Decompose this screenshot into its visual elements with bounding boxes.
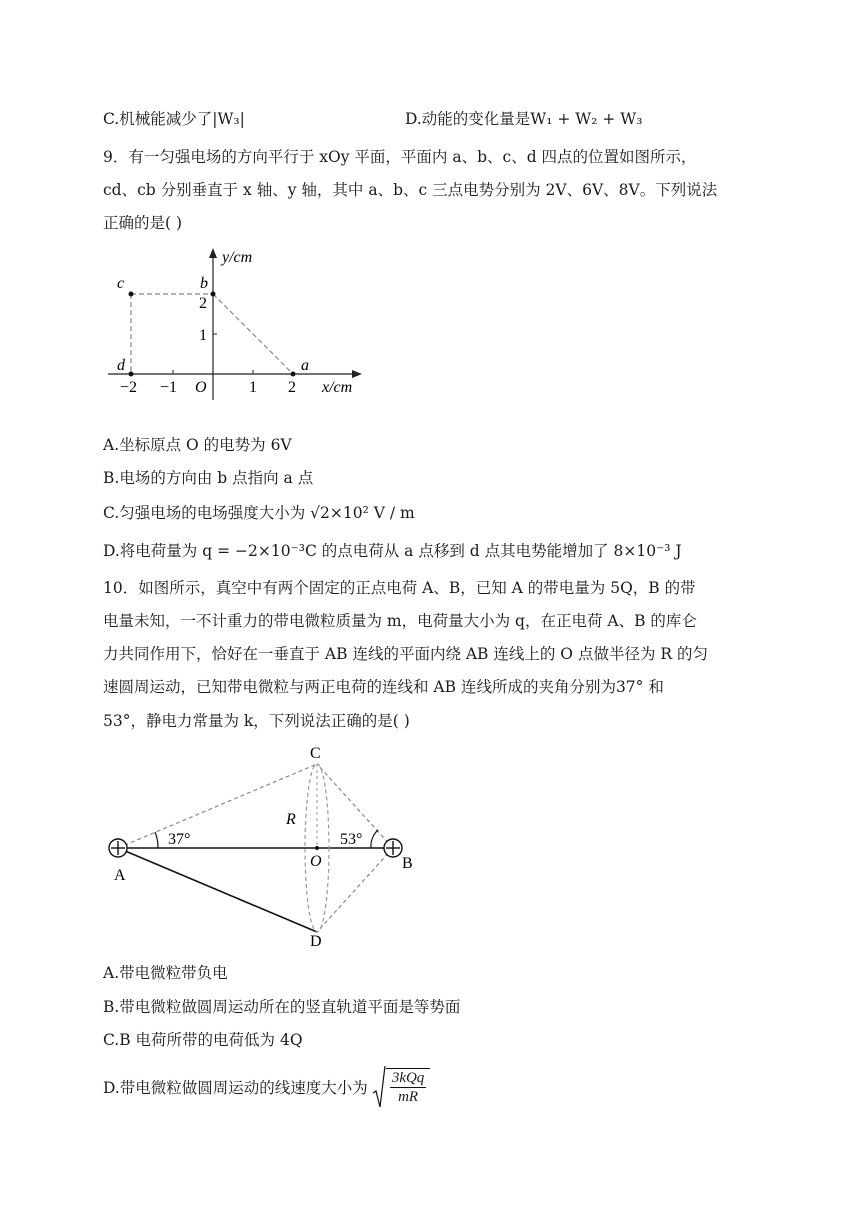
angle-arc-a bbox=[155, 832, 158, 848]
tick-neg1: −1 bbox=[160, 379, 178, 396]
line-bd bbox=[317, 848, 393, 932]
angle-label-a: 37° bbox=[168, 831, 191, 848]
point-d bbox=[129, 372, 134, 377]
label-b: B bbox=[402, 855, 413, 872]
point-c bbox=[129, 292, 134, 297]
q10-stem-line-2: 电量未知，一不计重力的带电微粒质量为 m，电荷量大小为 q，在正电荷 A、B 的库仑 bbox=[103, 612, 697, 630]
q10-stem-line-5: 53°，静电力常量为 k，下列说法正确的是( ) bbox=[103, 712, 410, 730]
point-b bbox=[211, 292, 216, 297]
tick-neg2: −2 bbox=[120, 379, 138, 396]
label-c: C bbox=[310, 745, 321, 762]
fraction-numerator: 3kQq bbox=[391, 1070, 425, 1086]
x-axis-arrow bbox=[352, 370, 362, 378]
point-a bbox=[291, 372, 296, 377]
fraction bbox=[386, 1068, 431, 1106]
angle-arc-b bbox=[371, 830, 378, 848]
q10-charges-figure bbox=[100, 742, 430, 952]
q9-stem-line-1: 9．有一匀强电场的方向平行于 xOy 平面，平面内 a、b、c、d 四点的位置如图所示， bbox=[103, 148, 697, 166]
q10-stem-line-1: 10．如图所示，真空中有两个固定的正点电荷 A、B，已知 A 的带电量为 5Q，B 的带 bbox=[103, 579, 696, 597]
y-axis-label: y/cm bbox=[222, 249, 253, 266]
label-d: d bbox=[117, 357, 125, 374]
q9-stem-line-3: 正确的是( ) bbox=[103, 214, 183, 232]
tick-1: 1 bbox=[249, 379, 257, 396]
q9-option-a: A.坐标原点 O 的电势为 6V bbox=[103, 436, 292, 454]
q10-option-c: C.B 电荷所带的电荷低为 4Q bbox=[103, 1031, 303, 1049]
sqrt-sign bbox=[372, 1065, 386, 1109]
q10-option-d-text: D.带电微粒做圆周运动的线速度大小为 bbox=[103, 1079, 368, 1097]
label-c: c bbox=[117, 275, 125, 292]
x-axis-label: x/cm bbox=[322, 379, 353, 396]
q9-option-b: B.电场的方向由 b 点指向 a 点 bbox=[103, 469, 314, 487]
angle-label-b: 53° bbox=[340, 831, 363, 848]
line-ad bbox=[118, 848, 317, 932]
q9-option-d: D.将电荷量为 q = −2×10⁻³C 的点电荷从 a 点移到 d 点其电势能增加了 8×10⁻³ J bbox=[103, 542, 682, 560]
charge-a bbox=[109, 839, 127, 857]
q10-option-d bbox=[103, 1062, 430, 1112]
label-a: a bbox=[301, 357, 309, 374]
sqrt-expression bbox=[372, 1065, 431, 1109]
label-a: A bbox=[114, 867, 126, 884]
q10-stem-line-3: 力共同作用下，恰好在一垂直于 AB 连线的平面内绕 AB 连线上的 O 点做半径为 R 的匀 bbox=[103, 645, 708, 663]
label-d: D bbox=[310, 933, 322, 950]
q10-option-a: A.带电微粒带负电 bbox=[103, 964, 228, 982]
line-ac bbox=[118, 764, 317, 848]
point-o bbox=[315, 846, 319, 850]
line-ba bbox=[213, 294, 293, 374]
q9-coordinate-figure bbox=[100, 240, 370, 400]
tick-2: 2 bbox=[288, 379, 296, 396]
label-r: R bbox=[286, 811, 296, 828]
label-b: b bbox=[200, 275, 208, 292]
q10-option-b: B.带电微粒做圆周运动所在的竖直轨道平面是等势面 bbox=[103, 998, 461, 1016]
ytick-2: 2 bbox=[199, 295, 207, 312]
q10-stem-line-4: 速圆周运动，已知带电微粒与两正电荷的连线和 AB 连线所成的夹角分别为37° 和 bbox=[103, 678, 664, 696]
q8-option-d: D.动能的变化量是W₁ + W₂ + W₃ bbox=[405, 110, 643, 128]
origin-label: O bbox=[195, 379, 207, 396]
q9-stem-line-2: cd、cb 分别垂直于 x 轴、y 轴，其中 a、b、c 三点电势分别为 2V、6V、8V。下列说法 bbox=[103, 181, 718, 199]
label-o: O bbox=[310, 853, 322, 870]
q8-option-c: C.机械能减少了|W₃| bbox=[103, 110, 245, 128]
charge-b bbox=[384, 839, 402, 857]
y-axis-arrow bbox=[209, 248, 217, 258]
fraction-denominator: mR bbox=[398, 1089, 419, 1105]
ytick-1: 1 bbox=[199, 327, 207, 344]
q9-option-c: C.匀强电场的电场强度大小为 √2×10² V / m bbox=[103, 504, 415, 522]
